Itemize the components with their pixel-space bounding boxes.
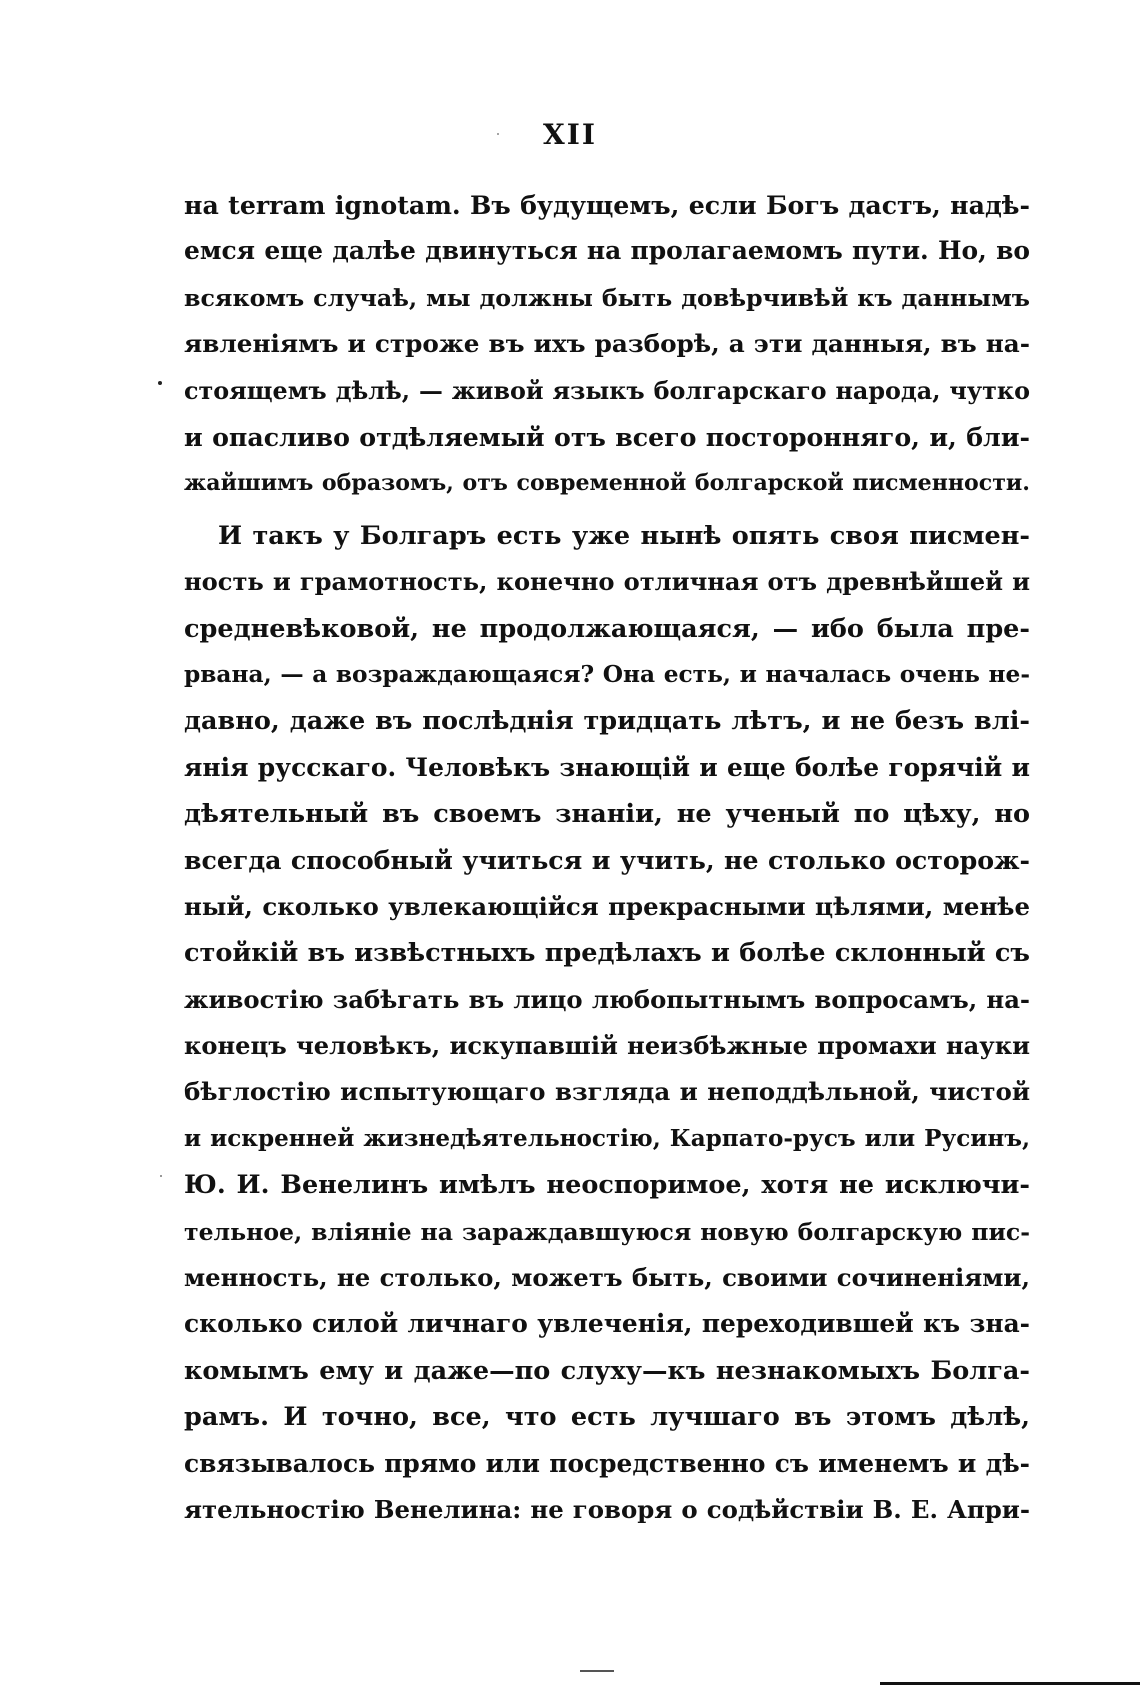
text-line: дѣятельный въ своемъ знаніи, не ученый по цѣху, но [184, 799, 1030, 830]
text-line: ность и грамотность, конечно отличная отъ древнѣйшей и [184, 567, 1030, 597]
text-line: Ю. И. Венелинъ имѣлъ неоспоримое, хотя не исключи- [184, 1170, 1030, 1201]
text-line: средневѣковой, не продолжающаяся, — ибо была пре- [184, 613, 1030, 644]
text-line: всегда способный учиться и учить, не столько осторож- [184, 845, 1030, 876]
text-line: стойкій въ извѣстныхъ предѣлахъ и болѣе склонный съ [184, 938, 1030, 969]
scan-edge-rule [880, 1682, 1140, 1685]
body-text [184, 182, 1030, 1533]
text-line: давно, даже въ послѣднія тридцать лѣтъ, и не безъ влі- [184, 706, 1030, 737]
page-number: XII [543, 118, 597, 151]
text-line: живостію забѣгать въ лицо любопытнымъ вопросамъ, на- [184, 984, 1030, 1014]
margin-speck [160, 1175, 162, 1177]
text-line: на terram ignotam. Въ будущемъ, если Богъ дастъ, надѣ- [184, 190, 1030, 220]
text-line: рвана, — а возраждающаяся? Она есть, и началась очень не- [184, 660, 1030, 688]
text-line: бѣглостію испытующаго взгляда и неподдѣльной, чистой [184, 1077, 1030, 1107]
text-line: емся еще далѣе двинуться на пролагаемомъ пути. Но, во [184, 236, 1030, 266]
text-line: комымъ ему и даже—по слуху—къ незнакомыхъ Болга- [184, 1355, 1030, 1386]
text-line: всякомъ случаѣ, мы должны быть довѣрчивѣй къ даннымъ [184, 283, 1030, 312]
text-line: конецъ человѣкъ, искупавшій неизбѣжные промахи науки [184, 1031, 1030, 1061]
text-line: ятельностію Венелина: не говоря о содѣйствіи В. Е. Апри- [184, 1494, 1030, 1524]
text-line: менность, не столько, можетъ быть, своими сочиненіями, [184, 1262, 1030, 1292]
print-mark [580, 1670, 614, 1672]
text-line: и опасливо отдѣляемый отъ всего посторонняго, и, бли- [184, 421, 1030, 452]
text-line: жайшимъ образомъ, отъ современной болгарской писменности. [184, 470, 1030, 497]
text-line: связывалось прямо или посредственно съ именемъ и дѣ- [184, 1448, 1030, 1478]
text-line: стоящемъ дѣлѣ, — живой языкъ болгарскаго народа, чутко [184, 376, 1030, 405]
text-line: тельное, вліяніе на зараждавшуюся новую болгарскую пис- [184, 1217, 1030, 1246]
text-line: янія русскаго. Человѣкъ знающій и еще болѣе горячій и [184, 752, 1030, 782]
print-speck [497, 133, 499, 135]
text-line: ный, сколько увлекающійся прекрасными цѣлями, менѣе [184, 891, 1030, 921]
text-line: сколько силой личнаго увлеченія, переходившей къ зна- [184, 1309, 1030, 1339]
text-line: явленіямъ и строже въ ихъ разборѣ, а эти данныя, въ на- [184, 329, 1030, 359]
paragraph-start-line: И такъ у Болгаръ есть уже нынѣ опять своя писмен- [218, 520, 1030, 551]
margin-speck [158, 381, 162, 385]
text-line: рамъ. И точно, все, что есть лучшаго въ этомъ дѣлѣ, [184, 1402, 1030, 1433]
text-line: и искренней жизнедѣятельностію, Карпато-русъ или Русинъ, [184, 1124, 1030, 1152]
